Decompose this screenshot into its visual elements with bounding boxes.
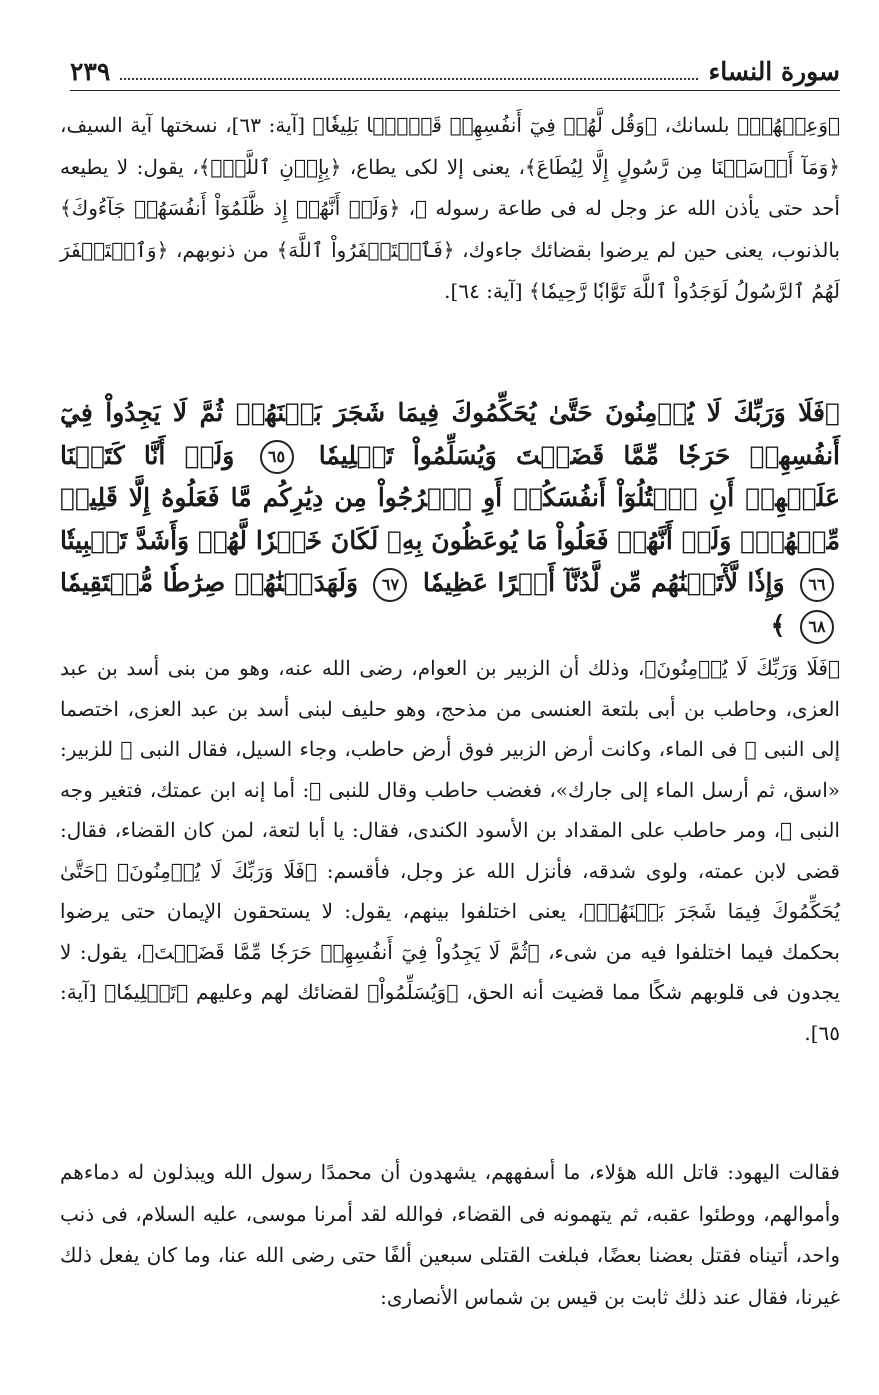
verse-68: وَلَهَدَيۡنَٰهُمۡ صِرَٰطٗا مُّسۡتَقِيمٗا — [60, 568, 359, 597]
verse-number-68: ٦٨ — [800, 610, 834, 644]
commentary-paragraph-1 — [60, 105, 840, 313]
verse-number-66: ٦٦ — [800, 568, 834, 602]
page-number: ٢٣٩ — [70, 57, 111, 86]
verse-66: وَلَوۡ أَنَّا كَتَبۡنَا عَلَيۡهِمۡ أَنِ ٱقۡتُلُوٓاْ أَنفُسَكُمۡ أَوِ ٱخۡرُجُواْ مِن دِيَٰرِكُم مَّا فَعَلُوهُ إِلَّا قَلِيلٞ مِّنۡهُمۡۖ وَلَوۡ أَنَّهُمۡ فَعَلُواْ مَا يُوعَظُونَ بِهِۦ لَكَانَ خَيۡرٗا لَّهُمۡ وَأَشَدَّ تَثۡبِيتٗا — [60, 440, 840, 555]
commentary-text: ﴿فَلَا وَرَبِّكَ لَا يُؤۡمِنُونَ﴾، وذلك أن الزبير بن العوام، رضى الله عنه، وهو من بنى أسد بن عبد العزى، وحاطب بن أبى بلتعة العنسى من مذحج، وهو حليف لبنى أسد بن عبد العزى، اختصما إلى النبى ﷺ فى الماء، وكانت أرض الزبير فوق أرض حاطب، وجاء السيل، فقال النبى ﷺ للزبير: «اسق، ثم أرسل الماء إلى جارك»، فغضب حاطب وقال للنبى ﷺ: أما إنه ابن عمتك، فتغير وجه النبى ﷺ، ومر حاطب على المقداد بن الأسود الكندى، فقال: يا أبا لتعة، لمن كان القضاء، فقال: قضى لابن عمته، ولوى شدقه، فأنزل الله عز وجل، فأقسم: ﴿فَلَا وَرَبِّكَ لَا يُؤۡمِنُونَ﴾ ﴿حَتَّىٰ يُحَكِّمُوكَ فِيمَا شَجَرَ بَيۡنَهُمۡ﴾، يعنى اختلفوا بينهم، يقول: لا يستحقون الإيمان حتى يرضوا بحكمك فيما اختلفوا فيه من شىء، ﴿ثُمَّ لَا يَجِدُواْ فِيٓ أَنفُسِهِمۡ حَرَجٗا مِّمَّا قَضَيۡتَ﴾، يقول: لا يجدون فى قلوبهم شكًا مما قضيت أنه الحق، ﴿وَيُسَلِّمُواْ﴾ لقضائك لهم وعليهم ﴿تَسۡلِيمٗا﴾ [آية: ٦٥]. — [60, 656, 841, 1045]
verse-67: وَإِذٗا لَّأٓتَيۡنَٰهُم مِّن لَّدُنَّآ أَجۡرًا عَظِيمٗا — [422, 568, 785, 597]
surah-name: سورة النساء — [708, 57, 840, 86]
verse-close-bracket: ﴾ — [770, 610, 786, 640]
quran-verses-block — [60, 392, 840, 647]
header-dotted-leader — [120, 78, 698, 80]
commentary-text: ﴿وَعِظۡهُمۡ﴾ بلسانك، ﴿وَقُل لَّهُمۡ فِيٓ أَنفُسِهِمۡ قَوۡلَۢا بَلِيغٗا﴾ [آية: ٦٣]، نسختها آية السيف، ﴿وَمَآ أَرۡسَلۡنَا مِن رَّسُولٍ إِلَّا لِيُطَاعَ﴾، يعنى إلا لكى يطاع، ﴿بِإِذۡنِ ٱللَّهِۚ﴾، يقول: لا يطيعه أحد حتى يأذن الله عز وجل له فى طاعة رسوله ﷺ، ﴿وَلَوۡ أَنَّهُمۡ إِذ ظَّلَمُوٓاْ أَنفُسَهُمۡ جَآءُوكَ﴾ بالذنوب، يعنى حين لم يرضوا بقضائك جاءوك، ﴿فَٱسۡتَغۡفَرُواْ ٱللَّهَ﴾ من ذنوبهم، ﴿وَٱسۡتَغۡفَرَ لَهُمُ ٱلرَّسُولُ لَوَجَدُواْ ٱللَّهَ تَوَّابٗا رَّحِيمٗا﴾ [آية: ٦٤]. — [60, 113, 840, 303]
commentary-paragraph-3 — [60, 1152, 840, 1318]
commentary-text: فقالت اليهود: قاتل الله هؤلاء، ما أسفههم، يشهدون أن محمدًا رسول الله ويبذلون له دماءهم وأموالهم، ووطئوا عقبه، ثم يتهمونه فى القضاء، فوالله لقد أمرنا موسى، عليه السلام، فى ذنب واحد، أتيناه فقتل بعضنا بعضًا، فبلغت القتلى سبعين ألفًا حتى رضى الله عنا، وما كان يفعل ذلك غيرنا، فقال عند ذلك ثابت بن قيس بن شماس الأنصارى: — [60, 1160, 840, 1309]
verse-number-67: ٦٧ — [373, 568, 407, 602]
verses-text — [60, 392, 840, 647]
commentary-paragraph-2 — [60, 648, 840, 1053]
page-header — [70, 50, 840, 91]
verse-65: ﴿فَلَا وَرَبِّكَ لَا يُؤۡمِنُونَ حَتَّىٰ يُحَكِّمُوكَ فِيمَا شَجَرَ بَيۡنَهُمۡ ثُمَّ لَا يَجِدُواْ فِيٓ أَنفُسِهِمۡ حَرَجٗا مِّمَّا قَضَيۡتَ وَيُسَلِّمُواْ تَسۡلِيمٗا — [60, 398, 840, 470]
verse-number-65: ٦٥ — [260, 440, 294, 474]
